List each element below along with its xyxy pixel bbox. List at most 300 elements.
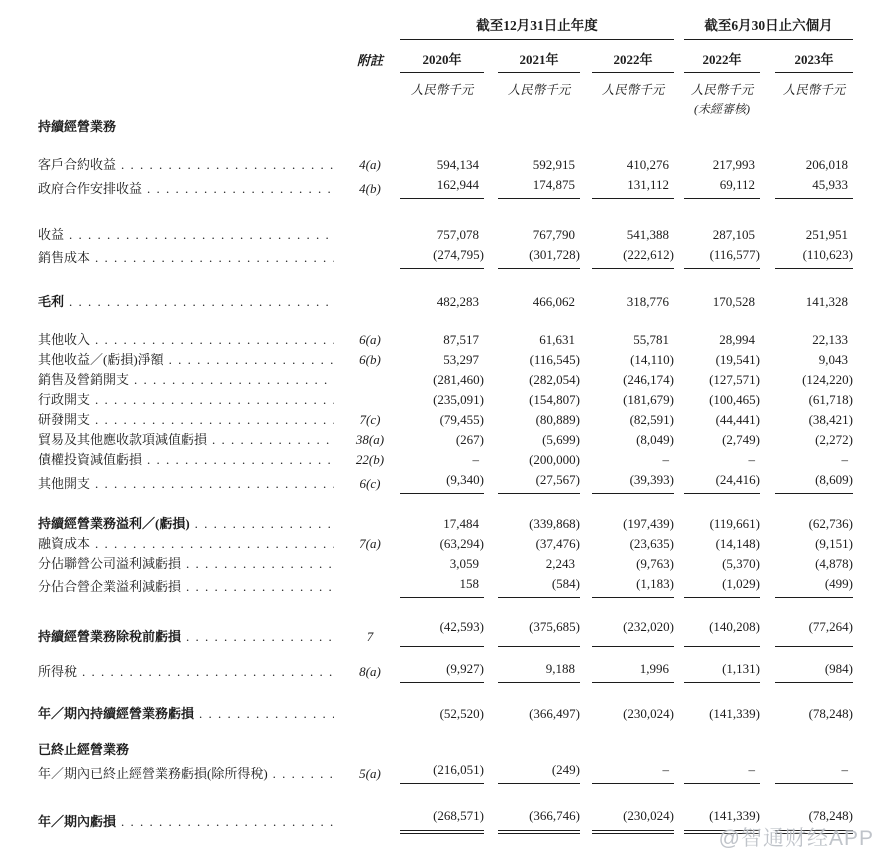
column-gap	[760, 117, 775, 137]
spacer-cell	[38, 724, 853, 740]
unit-label: 人民幣千元	[782, 83, 846, 97]
table-row	[38, 225, 853, 245]
financial-statement-page	[0, 14, 876, 860]
spacer-cell	[38, 784, 853, 806]
row-label-text: 融資成本	[38, 535, 91, 551]
value-cell: (80,889)	[535, 412, 580, 427]
note-cell	[340, 117, 400, 137]
value-cell: (82,591)	[629, 412, 675, 427]
value-cell: 217,993	[712, 157, 756, 172]
column-gap	[674, 450, 684, 470]
column-gap	[674, 430, 684, 450]
value-cell: 22,133	[812, 332, 849, 347]
column-gap	[580, 806, 592, 832]
value-cell: –	[841, 452, 849, 467]
table-row	[38, 554, 853, 574]
column-gap	[760, 330, 775, 350]
leader-dots	[95, 410, 334, 430]
value-cell: (235,091)	[433, 392, 484, 407]
row-label-text: 持續經營業務除稅前虧損	[38, 628, 182, 644]
row-label	[38, 574, 340, 598]
row-label	[38, 617, 340, 647]
value-cell: (232,020)	[592, 617, 674, 647]
spacer-cell	[38, 268, 853, 292]
column-gap	[760, 659, 775, 683]
column-gap	[484, 470, 498, 494]
row-label-text: 其他收益／(虧損)淨額	[38, 352, 164, 367]
column-gap	[580, 450, 592, 470]
spacer-row	[38, 199, 853, 225]
value-cell: (366,497)	[529, 706, 580, 721]
value-cell: (197,439)	[623, 515, 675, 531]
value-cell: 87,517	[443, 332, 479, 347]
value-cell: (281,460)	[433, 372, 484, 387]
leader-dots	[69, 292, 334, 312]
value-cell: (1,131)	[684, 659, 760, 683]
spacer-cell	[38, 597, 853, 617]
column-gap	[674, 659, 684, 683]
row-label	[38, 740, 340, 760]
value-cell: (268,571)	[400, 806, 484, 832]
value-cell: 174,875	[498, 175, 580, 199]
column-gap	[580, 740, 592, 760]
value-cell: (8,049)	[636, 432, 675, 447]
column-gap	[580, 225, 592, 245]
spacer-row	[38, 494, 853, 514]
note-cell	[340, 245, 400, 269]
column-gap	[580, 350, 592, 370]
row-label-text: 債權投資減值虧損	[38, 452, 143, 467]
column-gap	[674, 330, 684, 350]
value-cell: (141,339)	[709, 706, 761, 721]
row-label	[38, 155, 340, 175]
value-cell: (116,577)	[684, 245, 760, 269]
income-statement-table	[38, 14, 853, 834]
value-cell: (4,878)	[815, 555, 854, 571]
note-cell: 7(a)	[359, 535, 381, 551]
value-cell: (375,685)	[498, 617, 580, 647]
value-cell: 141,328	[805, 294, 849, 309]
column-gap	[580, 175, 592, 199]
year-header-2023-interim: 2023年	[775, 40, 853, 73]
column-gap	[674, 760, 684, 784]
row-label-text: 年／期內虧損	[38, 813, 117, 829]
spacer-row	[38, 724, 853, 740]
row-label-text: 客戶合約收益	[38, 157, 117, 172]
column-gap	[484, 704, 498, 724]
spacer-row	[38, 784, 853, 806]
row-label-text: 已終止經營業務	[38, 742, 130, 757]
value-cell: (2,272)	[815, 432, 854, 447]
section-header-row	[38, 740, 853, 760]
unaudited-label: (未經審核)	[694, 102, 751, 116]
column-gap	[760, 704, 775, 724]
row-label-text: 研發開支	[38, 412, 91, 427]
row-label	[38, 245, 340, 269]
row-label	[38, 534, 340, 554]
column-gap	[484, 574, 498, 598]
value-cell: 287,105	[712, 226, 756, 242]
row-label-text: 分佔合營企業溢利減虧損	[38, 579, 182, 594]
column-gap	[580, 430, 592, 450]
column-gap	[580, 370, 592, 390]
value-cell: (124,220)	[802, 372, 854, 387]
table-row	[38, 430, 853, 450]
column-gap	[674, 514, 684, 534]
value-cell: 9,188	[498, 659, 580, 683]
value-cell	[684, 740, 760, 760]
column-gap	[760, 554, 775, 574]
note-cell: 7	[366, 628, 374, 644]
table-row	[38, 175, 853, 199]
leader-dots	[186, 577, 334, 597]
value-cell: 541,388	[626, 226, 670, 242]
value-cell: (9,763)	[636, 555, 675, 571]
row-label-text: 年／期內已終止經營業務虧損(除所得稅)	[38, 765, 268, 781]
row-label	[38, 117, 340, 137]
value-cell: (274,795)	[400, 245, 484, 269]
value-cell	[775, 117, 853, 137]
leader-dots	[95, 330, 334, 350]
note-cell	[340, 704, 400, 724]
value-cell: (222,612)	[592, 245, 674, 269]
value-cell: 466,062	[532, 294, 575, 309]
table-row	[38, 350, 853, 370]
value-cell: (1,183)	[592, 574, 674, 598]
value-cell	[684, 117, 760, 137]
value-cell	[498, 117, 580, 137]
note-cell	[340, 574, 400, 598]
spacer-cell	[38, 494, 853, 514]
row-label	[38, 470, 340, 494]
value-cell: (499)	[775, 574, 853, 598]
value-cell: 1,996	[592, 659, 674, 683]
column-gap	[484, 390, 498, 410]
row-label-text: 所得稅	[38, 664, 78, 679]
year-header-2021: 2021年	[498, 40, 580, 73]
value-cell: 410,276	[626, 157, 670, 172]
note-cell: 22(b)	[355, 452, 385, 467]
note-cell: 6(b)	[359, 352, 381, 367]
column-gap	[484, 806, 498, 832]
column-gap	[580, 245, 592, 269]
value-cell: 2,243	[545, 555, 575, 571]
row-label	[38, 514, 340, 534]
column-gap	[484, 292, 498, 312]
value-cell: –	[662, 452, 670, 467]
year-header-2022: 2022年	[592, 40, 674, 73]
row-label	[38, 704, 340, 724]
value-cell: (77,264)	[775, 617, 853, 647]
table-body	[38, 117, 853, 832]
year-header-2020: 2020年	[400, 40, 484, 73]
year-header-row	[38, 40, 853, 73]
column-gap	[484, 760, 498, 784]
column-gap	[484, 617, 498, 647]
note-cell: 6(a)	[359, 332, 381, 347]
value-cell: (5,370)	[722, 555, 761, 571]
period-group-annual: 截至12月31日止年度	[400, 14, 674, 40]
note-cell: 6(c)	[359, 475, 381, 491]
leader-dots	[186, 554, 334, 574]
value-cell: (140,208)	[684, 617, 760, 647]
leader-dots	[95, 248, 334, 268]
row-label-text: 收益	[38, 226, 65, 242]
value-cell: (5,699)	[542, 432, 580, 447]
spacer-row	[38, 137, 853, 155]
leader-dots	[147, 179, 334, 199]
value-cell	[592, 740, 674, 760]
leader-dots	[212, 430, 334, 450]
value-cell: (216,051)	[400, 760, 484, 784]
note-cell	[340, 740, 400, 760]
value-cell	[592, 117, 674, 137]
note-cell	[340, 370, 400, 390]
value-cell: (246,174)	[623, 372, 675, 387]
column-gap	[580, 659, 592, 683]
column-gap	[580, 330, 592, 350]
table-row	[38, 760, 853, 784]
value-cell: 162,944	[400, 175, 484, 199]
row-label	[38, 659, 340, 683]
value-cell: 45,933	[775, 175, 853, 199]
note-cell: 7(c)	[359, 412, 381, 427]
column-gap	[674, 806, 684, 832]
column-gap	[674, 410, 684, 430]
column-gap	[760, 292, 775, 312]
value-cell: 28,994	[719, 332, 756, 347]
row-label-text: 毛利	[38, 294, 65, 309]
column-gap	[580, 574, 592, 598]
column-gap	[760, 225, 775, 245]
column-gap	[580, 514, 592, 534]
column-gap	[760, 760, 775, 784]
column-gap	[484, 370, 498, 390]
value-cell: (61,718)	[808, 392, 854, 407]
leader-dots	[199, 704, 334, 724]
column-gap	[674, 155, 684, 175]
value-cell: (249)	[498, 760, 580, 784]
column-gap	[484, 659, 498, 683]
value-cell: (14,110)	[630, 352, 675, 367]
leader-dots	[121, 812, 334, 832]
column-gap	[484, 155, 498, 175]
column-gap	[674, 470, 684, 494]
spacer-row	[38, 312, 853, 330]
column-gap	[760, 450, 775, 470]
column-gap	[760, 155, 775, 175]
value-cell: 158	[400, 574, 484, 598]
note-cell: 5(a)	[359, 765, 381, 781]
row-label-text: 政府合作安排收益	[38, 180, 143, 196]
column-gap	[580, 704, 592, 724]
value-cell: 61,631	[539, 332, 575, 347]
spacer-row	[38, 682, 853, 704]
leader-dots	[95, 390, 334, 410]
column-gap	[760, 390, 775, 410]
table-row	[38, 390, 853, 410]
note-cell: 4(a)	[359, 157, 381, 172]
value-cell	[775, 740, 853, 760]
column-gap	[760, 574, 775, 598]
value-cell: –	[592, 760, 674, 784]
value-cell: (63,294)	[439, 535, 484, 551]
column-gap	[674, 534, 684, 554]
leader-dots	[147, 450, 334, 470]
leader-dots	[273, 764, 334, 784]
row-label-text: 分佔聯營公司溢利減虧損	[38, 555, 182, 571]
unit-label: 人民幣千元	[601, 83, 665, 97]
row-label	[38, 330, 340, 350]
column-gap	[674, 292, 684, 312]
column-gap	[760, 514, 775, 534]
value-cell	[400, 117, 484, 137]
section-header-row	[38, 117, 853, 137]
value-cell: (181,679)	[623, 392, 675, 407]
note-cell: 8(a)	[359, 664, 381, 679]
note-cell	[340, 554, 400, 574]
value-cell: (23,635)	[629, 535, 675, 551]
value-cell: (141,339)	[684, 806, 760, 832]
note-cell	[340, 225, 400, 245]
column-gap	[580, 534, 592, 554]
table-row	[38, 470, 853, 494]
value-cell: 206,018	[805, 157, 849, 172]
column-gap	[580, 410, 592, 430]
value-cell: 9,043	[818, 352, 849, 367]
value-cell: (38,421)	[808, 412, 854, 427]
column-gap	[760, 430, 775, 450]
column-gap	[674, 245, 684, 269]
value-cell: 594,134	[436, 157, 479, 172]
table-row	[38, 330, 853, 350]
row-label	[38, 370, 340, 390]
column-gap	[580, 292, 592, 312]
watermark: @智通财经APP	[718, 827, 874, 850]
column-gap	[484, 514, 498, 534]
value-cell: (366,746)	[498, 806, 580, 832]
note-column-header: 附註	[356, 52, 383, 68]
note-cell	[340, 292, 400, 312]
unit-label: 人民幣千元	[410, 83, 474, 97]
column-gap	[760, 245, 775, 269]
value-cell: (267)	[455, 432, 484, 447]
value-cell: (584)	[498, 574, 580, 598]
value-cell: 592,915	[532, 157, 575, 172]
column-gap	[484, 410, 498, 430]
column-gap	[484, 450, 498, 470]
value-cell: 251,951	[805, 226, 849, 242]
value-cell: (8,609)	[775, 470, 853, 494]
value-cell: (200,000)	[529, 452, 580, 467]
spacer-cell	[38, 682, 853, 704]
value-cell: (14,148)	[715, 535, 761, 551]
table-row	[38, 292, 853, 312]
row-label-text: 銷售及營銷開支	[38, 372, 130, 387]
column-gap	[484, 225, 498, 245]
column-gap	[580, 760, 592, 784]
value-cell: (44,441)	[715, 412, 761, 427]
value-cell: (1,029)	[684, 574, 760, 598]
unaudited-row	[38, 98, 853, 117]
column-gap	[580, 117, 592, 137]
value-cell: –	[684, 760, 760, 784]
spacer-cell	[38, 199, 853, 225]
column-gap	[484, 740, 498, 760]
row-label	[38, 450, 340, 470]
column-gap	[484, 175, 498, 199]
table-row	[38, 410, 853, 430]
value-cell: (78,248)	[775, 806, 853, 832]
value-cell: (79,455)	[439, 412, 484, 427]
column-gap	[760, 617, 775, 647]
row-label	[38, 225, 340, 245]
leader-dots	[186, 627, 334, 647]
value-cell: (62,736)	[808, 515, 854, 531]
column-gap	[484, 554, 498, 574]
table-row	[38, 574, 853, 598]
table-row	[38, 245, 853, 269]
row-label	[38, 430, 340, 450]
column-gap	[674, 574, 684, 598]
column-gap	[674, 554, 684, 574]
column-gap	[674, 390, 684, 410]
row-label-text: 年／期內持續經營業務虧損	[38, 706, 195, 721]
value-cell: (27,567)	[498, 470, 580, 494]
spacer-row	[38, 647, 853, 659]
column-gap	[484, 117, 498, 137]
value-cell	[498, 740, 580, 760]
table-row	[38, 450, 853, 470]
value-cell: (100,465)	[709, 392, 761, 407]
row-label-text: 行政開支	[38, 392, 91, 407]
value-cell: (37,476)	[535, 535, 580, 551]
column-gap	[674, 350, 684, 370]
table-row	[38, 514, 853, 534]
value-cell: (339,868)	[529, 515, 580, 531]
row-label-text: 銷售成本	[38, 250, 91, 265]
column-gap	[760, 175, 775, 199]
year-header-2022-interim: 2022年	[684, 40, 760, 73]
value-cell: –	[775, 760, 853, 784]
value-cell: 55,781	[633, 332, 670, 347]
row-label	[38, 554, 340, 574]
column-gap	[580, 617, 592, 647]
column-gap	[674, 175, 684, 199]
value-cell: 3,059	[449, 555, 479, 571]
row-label	[38, 760, 340, 784]
value-cell: 69,112	[684, 175, 760, 199]
column-gap	[760, 534, 775, 554]
note-cell: 38(a)	[355, 432, 385, 447]
column-gap	[760, 370, 775, 390]
column-gap	[484, 430, 498, 450]
leader-dots	[69, 225, 334, 245]
value-cell: 131,112	[592, 175, 674, 199]
value-cell: (2,749)	[722, 432, 761, 447]
row-label-text: 其他收入	[38, 332, 91, 347]
spacer-cell	[38, 137, 853, 155]
row-label	[38, 175, 340, 199]
row-label-text: 其他開支	[38, 475, 91, 491]
value-cell: –	[748, 452, 756, 467]
table-row	[38, 617, 853, 647]
value-cell: 757,078	[436, 226, 479, 242]
value-cell: (9,151)	[815, 535, 854, 551]
value-cell: (24,416)	[684, 470, 760, 494]
spacer-cell	[38, 647, 853, 659]
value-cell: (42,593)	[400, 617, 484, 647]
